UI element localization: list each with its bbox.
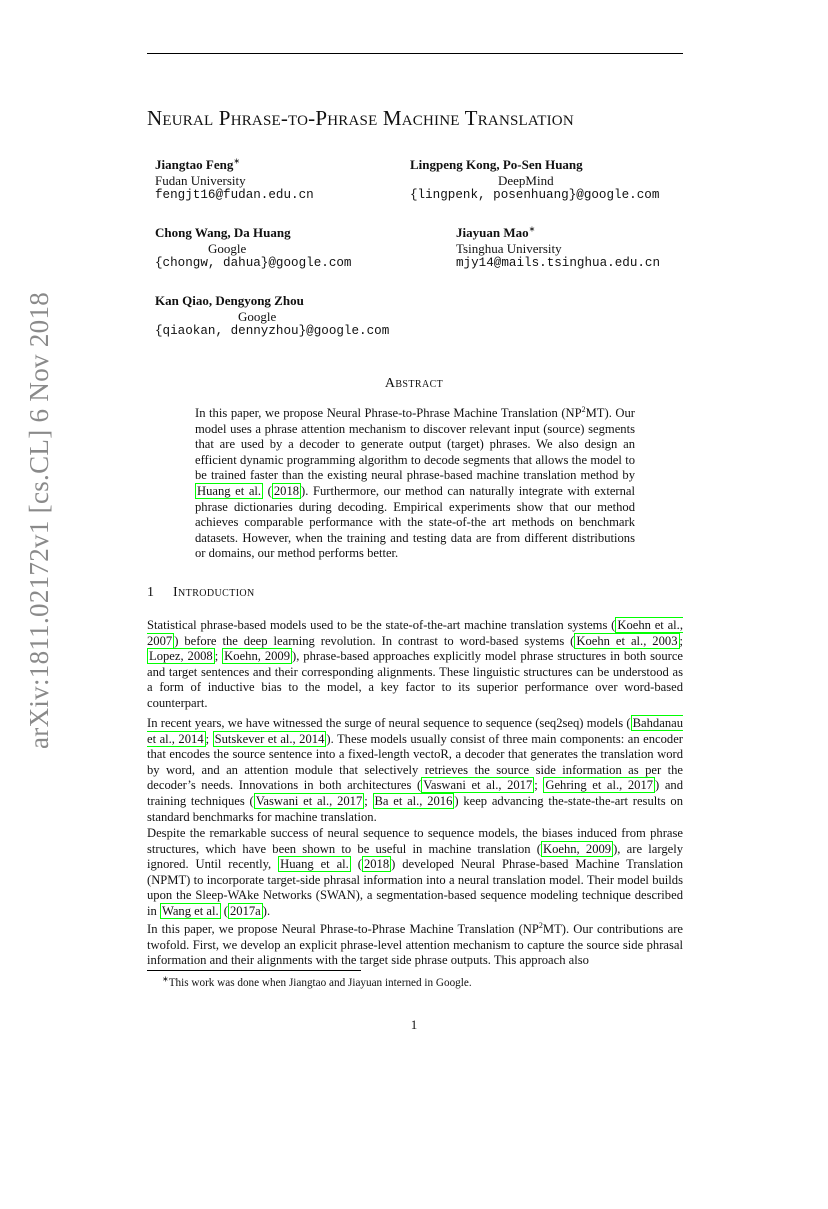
citation-link[interactable]: Lopez, 2008 — [149, 649, 213, 664]
paragraph — [147, 618, 683, 712]
citation-link[interactable]: Koehn, 2009 — [224, 649, 291, 664]
text: ; — [214, 649, 223, 664]
author-email: {qiaokan, dennyzhou}@google.com — [155, 324, 390, 338]
author-mark: ∗ — [233, 156, 241, 166]
author-affiliation: Fudan University — [155, 172, 246, 188]
abstract-text: In this paper, we propose Neural Phrase-to-Phrase Machine Translation $(NP^2MT)$. Our model uses a phrase attention mechanism to discover relevant input (source) segments that are used by a decoder to generate output (target) phrases. We also design an efficient dynamic programming algorithm to decode segments that allows the model to be trained faster than the existing neural phrase-based machine translation method by Huang et al. ( 2018 ). Furthermore, our method can naturally integrate with external phrase dictionaries during decoding. Empirical experiments show that our method achieves comparable performance with the state-of-the art methods on benchmark datasets. However, when the training and testing data are from different distributions or domains, our method performs better. — [195, 404, 635, 561]
citation-link[interactable]: 2017a — [229, 903, 261, 918]
citation-link[interactable]: Vaswani et al., 2017 — [423, 778, 533, 793]
author-email: fengjt16@fudan.edu.cn — [155, 188, 314, 202]
text: In recent years, we have witnessed the surge of neural sequence to sequence (seq2seq) models ( — [147, 716, 631, 730]
page-number: 1 — [410, 1017, 418, 1032]
citation-link[interactable]: Sutskever et al., 2014 — [214, 731, 325, 746]
text: ( — [350, 857, 362, 872]
footnote-text: This work was done when Jiangtao and Jiayuan interned in Google. — [168, 977, 472, 989]
author-affiliation: DeepMind — [498, 172, 554, 188]
footnote-mark: ∗ — [162, 974, 169, 984]
abstract-part: ). Furthermore, our method can naturally integrate with external phrase dictionaries during decoding. Empirical experiments show that our method achieves comparable performance with the state-of-the art methods on benchmark datasets. However, when the training and testing data are from different distributions or domains, our method performs better. — [195, 483, 635, 561]
text: ), phrase-based approaches explicitly model phrase structures in both source and target sentences and their corresponding alignments. These linguistic structures can be understood as a form of inductive bias to the model, a key factor to its superior performance over word-based counterpart. — [147, 649, 684, 710]
top-rule — [147, 53, 683, 54]
text: ) developed Neural Phrase-based Machine Translation (NPMT) to incorporate target-side phrasal information into a neural translation model. Their model builds upon the Sleep-WAke Networks (SWAN), a segmentation-based sequence modeling technique described in — [147, 857, 684, 918]
citation-link[interactable]: 2018 — [273, 483, 300, 498]
superscript: 2 — [581, 404, 586, 414]
text: ) keep advancing the-state-the-art results on standard benchmarks for machine translation. — [147, 793, 683, 824]
text: Statistical phrase-based models used to be the state-of-the-art machine translation systems ( — [147, 618, 616, 632]
author-affiliation: Tsinghua University — [456, 240, 562, 256]
arxiv-id: arXiv:1811.02172v1 [cs.CL] 6 Nov 2018 — [24, 291, 54, 749]
author-names: Kan Qiao, Dengyong Zhou — [155, 293, 304, 308]
author-email: mjy14@mails.tsinghua.edu.cn — [456, 256, 661, 270]
text: ; — [205, 731, 213, 746]
citation-link[interactable]: Ba et al., 2016 — [374, 793, 453, 808]
author-names: Jiayuan Mao — [456, 225, 529, 240]
citation-link[interactable]: Koehn et al., 2007 — [147, 618, 683, 648]
paragraph — [147, 826, 683, 920]
abstract-part: MT). Our model uses a phrase attention mechanism to discover relevant input (source) segments that are used by a decoder to generate output (target) phrases. We also design an efficient dynamic programming algorithm to decode segments that allows the model to be trained faster than the existing neural phrase-based machine translation method by — [195, 406, 635, 483]
abstract-part: In this paper, we propose Neural Phrase-to-Phrase Machine Translation (NP — [195, 406, 582, 420]
paragraph — [147, 716, 683, 825]
author-names: Jiangtao Feng — [155, 157, 234, 172]
text: ; — [679, 633, 683, 648]
text: In this paper, we propose Neural Phrase-to-Phrase Machine Translation (NP — [147, 922, 539, 936]
footnote-rule — [147, 970, 361, 971]
arxiv-sidebar — [24, 291, 64, 1209]
citation-link[interactable]: Wang et al. — [161, 903, 219, 918]
abstract-heading: Abstract — [384, 376, 444, 391]
superscript: 2 — [538, 920, 543, 930]
author-email: {lingpenk, posenhuang}@google.com — [410, 188, 660, 202]
citation-link[interactable]: Bahdanau et al., 2014 — [147, 716, 683, 746]
text: ) before the deep learning revolution. In contrast to word-based systems ( — [174, 633, 575, 648]
citation-link[interactable]: Huang et al. — [197, 483, 262, 498]
text: ; — [364, 793, 373, 808]
text: ). These models usually consist of three main components: an encoder that encodes the source sentence into a fixed-length vectoR, a decoder that generates the translation word by word, and an attention module that selectively retrieves the source side information as per the decoder’s needs. Innovations in both architectures ( — [147, 731, 683, 793]
author-affiliation: Google — [208, 240, 247, 256]
author-names: Lingpeng Kong, Po-Sen Huang — [410, 157, 583, 172]
footnote — [162, 974, 472, 989]
author-names: Chong Wang, Da Huang — [155, 225, 291, 240]
author-mark: ∗ — [528, 224, 536, 234]
citation-link[interactable]: 2018 — [363, 857, 390, 872]
citation-link[interactable]: Koehn, 2009 — [542, 841, 612, 856]
text: MT). Our contributions are twofold. First, we develop an explicit phrase-level attention mechanism to capture the source side phrasal information and their alignments with the target side phrase outputs. This approach also — [147, 922, 683, 968]
text: ; — [534, 778, 544, 793]
author-block-2 — [410, 157, 659, 204]
paper-title: Neural Phrase-to-Phrase Machine Translation — [147, 106, 574, 130]
author-block-1 — [155, 157, 314, 204]
text: ), are largely ignored. Until recently, — [147, 841, 683, 872]
section-number: 1 — [147, 585, 155, 600]
section-heading — [147, 585, 255, 601]
citation-link[interactable]: Huang et al. — [280, 857, 349, 872]
text: ). — [262, 903, 271, 918]
author-block-4 — [456, 225, 660, 272]
author-email: {chongw, dahua}@google.com — [155, 256, 352, 270]
author-affiliation: Google — [238, 308, 277, 324]
author-block-3 — [155, 225, 352, 272]
citation-link[interactable]: Vaswani et al., 2017 — [255, 793, 363, 808]
citation-link[interactable]: Gehring et al., 2017 — [545, 778, 654, 793]
text: ) and training techniques ( — [147, 778, 684, 808]
author-block-5 — [155, 293, 389, 340]
section-title: Introduction — [173, 585, 255, 600]
paragraph — [147, 922, 683, 969]
text: Despite the remarkable success of neural sequence to sequence models, the biases induced from phrase structures, which have been shown to be useful in machine translation ( — [147, 826, 683, 856]
citation-link[interactable]: Koehn et al., 2003 — [576, 633, 678, 648]
text: ( — [220, 903, 228, 918]
